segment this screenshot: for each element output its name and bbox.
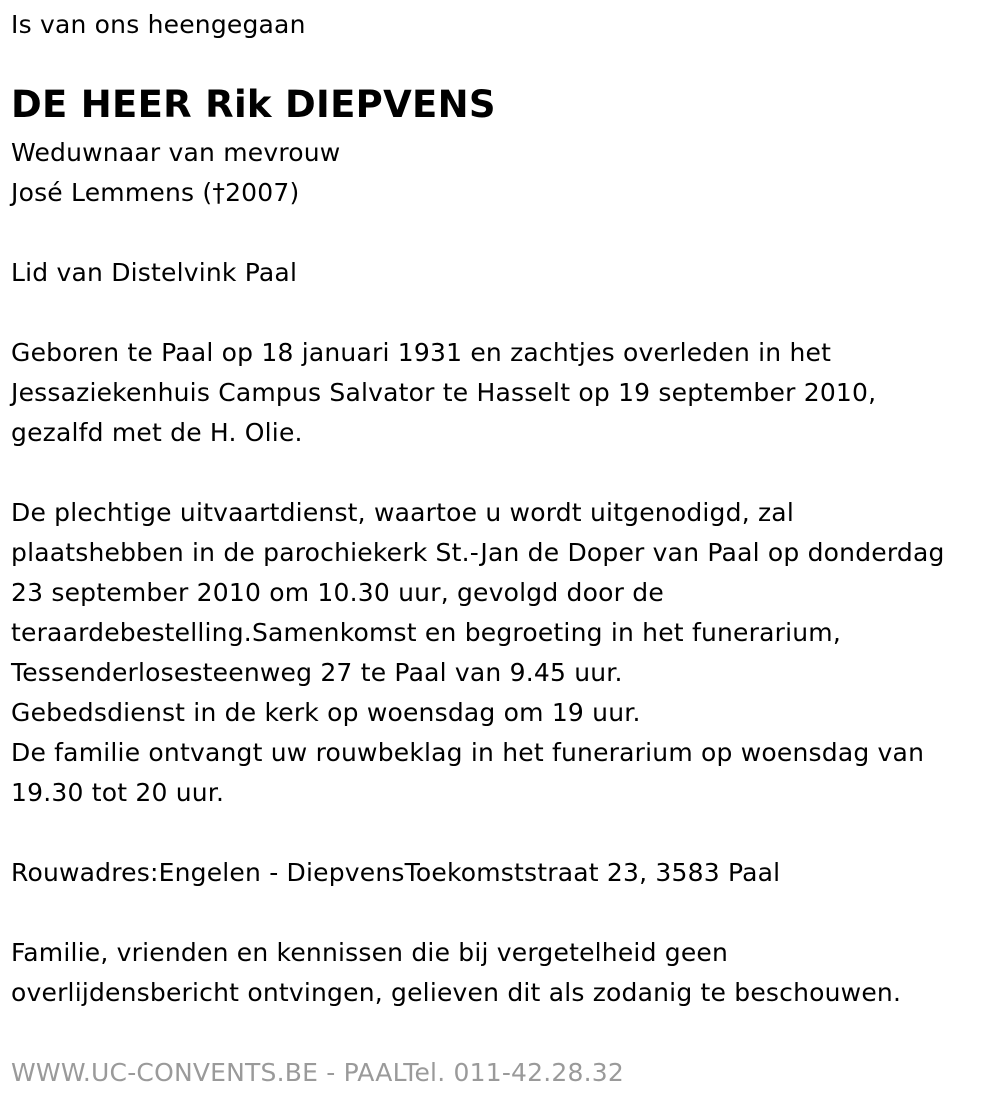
cross-icon: † [212,178,226,207]
funeral-line: De familie ontvangt uw rouwbeklag in het funerarium op woensdag van [11,738,925,767]
funeral-block [11,493,945,813]
funeral-line: 23 september 2010 om 10.30 uur, gevolgd door de [11,578,664,607]
address-block [11,853,780,893]
mourning-address: Rouwadres:Engelen - DiepvensToekomststraat 23, 3583 Paal [11,858,781,887]
footer-source: WWW.UC-CONVENTS.BE - PAALTel. 011-42.28.32 [11,1058,624,1087]
funeral-line: De plechtige uitvaartdienst, waartoe u wordt uitgenodigd, zal [11,498,794,527]
birth-death-line: Geboren te Paal op 18 januari 1931 en zachtjes overleden in het [11,338,832,367]
funeral-line: Tessenderlosesteenweg 27 te Paal van 9.45 uur. [11,658,623,687]
spouse-block [11,133,340,213]
membership-text: Lid van Distelvink Paal [11,258,298,287]
closing-line: overlijdensbericht ontvingen, gelieven dit als zodanig te beschouwen. [11,978,902,1007]
funeral-line: plaatshebben in de parochiekerk St.-Jan de Doper van Paal op donderdag [11,538,945,567]
birth-death-line: Jessaziekenhuis Campus Salvator te Hasselt op 19 september 2010, [11,378,877,407]
funeral-line: teraardebestelling.Samenkomst en begroeting in het funerarium, [11,618,841,647]
funeral-line: Gebedsdienst in de kerk op woensdag om 19 uur. [11,698,641,727]
birth-death-line: gezalfd met de H. Olie. [11,418,303,447]
closing-block [11,933,901,1013]
spouse-line-1: Weduwnaar van mevrouw [11,138,341,167]
spouse-line-2 [11,173,340,213]
spouse-death-year: 2007) [225,178,300,207]
birth-death-block [11,333,876,453]
funeral-line: 19.30 tot 20 uur. [11,778,225,807]
closing-line: Familie, vrienden en kennissen die bij vergetelheid geen [11,938,729,967]
intro-text: Is van ons heengegaan [11,10,306,39]
deceased-name: DE HEER Rik DIEPVENS [11,83,496,126]
spouse-name: José Lemmens ( [11,178,213,207]
membership-block [11,253,297,293]
